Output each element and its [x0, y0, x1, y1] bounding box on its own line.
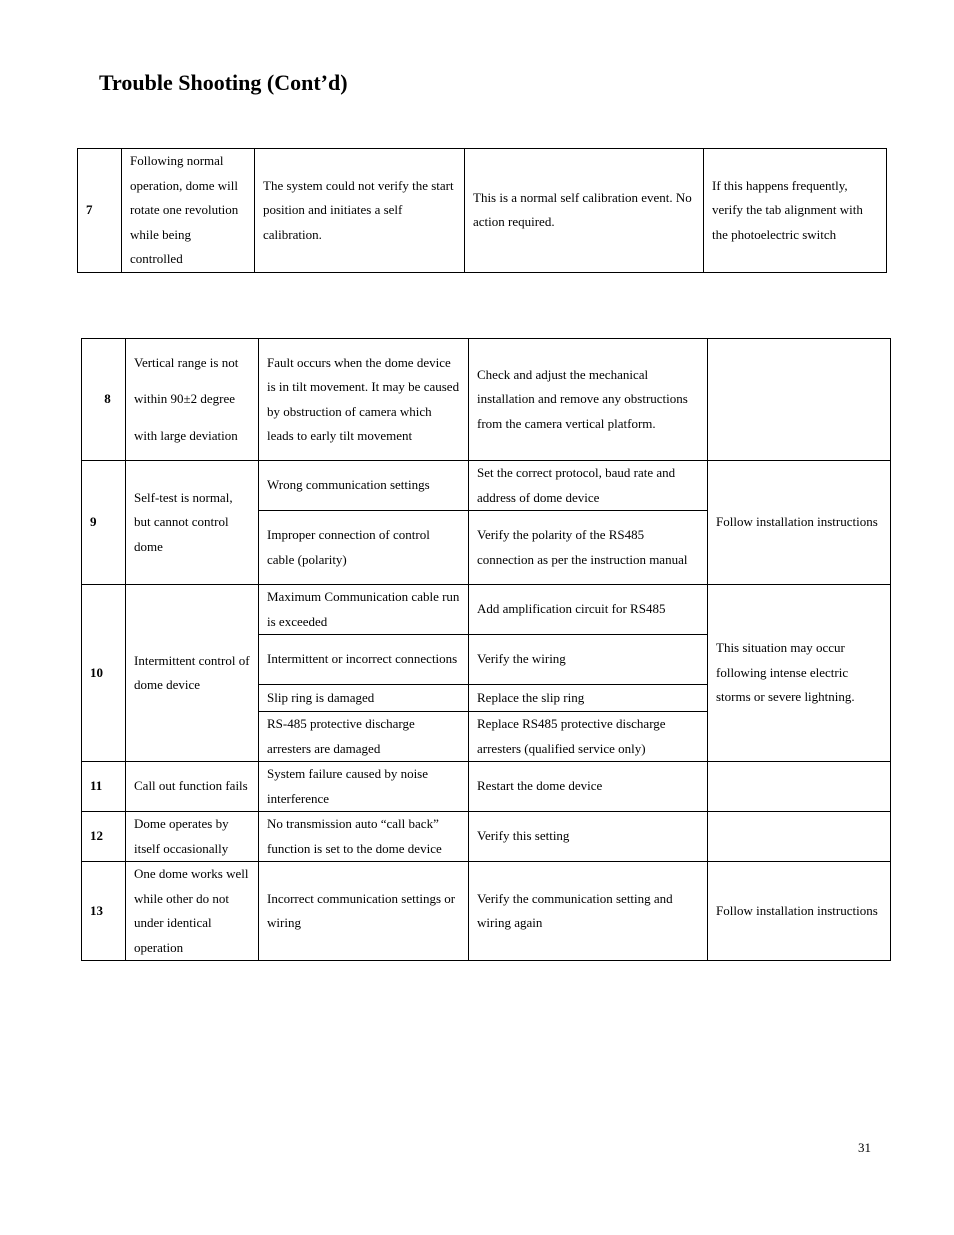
row-number: 9 [82, 461, 126, 585]
page-title: Trouble Shooting (Cont’d) [99, 70, 348, 95]
solution-cell: Restart the dome device [469, 762, 708, 812]
note-cell: Follow installation instructions [708, 461, 891, 585]
problem-cell: Vertical range is not within 90±2 degree with large deviation [126, 339, 259, 461]
troubleshooting-table-top [77, 148, 887, 273]
cause-cell: System failure caused by noise interference [259, 762, 469, 812]
table-row [78, 149, 887, 273]
problem-cell: Call out function fails [126, 762, 259, 812]
note-cell: If this happens frequently, verify the tab alignment with the photoelectric switch [704, 149, 887, 273]
problem-cell: One dome works well while other do not under identical operation [126, 862, 259, 961]
note-cell [708, 762, 891, 812]
solution-cell: Replace the slip ring [469, 685, 708, 712]
cause-cell: Intermittent or incorrect connections [259, 635, 469, 685]
page-number: 31 [858, 1140, 871, 1155]
solution-cell: Verify the communication setting and wiring again [469, 862, 708, 961]
row-number: 7 [78, 149, 122, 273]
table-row [82, 339, 891, 461]
solution-cell: Check and adjust the mechanical installation and remove any obstructions from the camera vertical platform. [469, 339, 708, 461]
cause-cell: Wrong communication settings [259, 461, 469, 511]
problem-cell: Dome operates by itself occasionally [126, 812, 259, 862]
troubleshooting-table-main [81, 338, 891, 961]
table-row [82, 862, 891, 961]
row-number: 11 [82, 762, 126, 812]
cause-cell: The system could not verify the start position and initiates a self calibration. [255, 149, 465, 273]
table-row [82, 812, 891, 862]
solution-cell: Set the correct protocol, baud rate and address of dome device [469, 461, 708, 511]
problem-cell: Self-test is normal, but cannot control dome [126, 461, 259, 585]
row-number: 10 [82, 585, 126, 762]
cause-cell: Improper connection of control cable (polarity) [259, 511, 469, 585]
solution-cell: This is a normal self calibration event. No action required. [465, 149, 704, 273]
note-cell: This situation may occur following intense electric storms or severe lightning. [708, 585, 891, 762]
cause-cell: Maximum Communication cable run is exceeded [259, 585, 469, 635]
problem-cell: Following normal operation, dome will rotate one revolution while being controlled [122, 149, 255, 273]
table-row [82, 461, 891, 511]
problem-cell: Intermittent control of dome device [126, 585, 259, 762]
row-number: 8 [82, 339, 126, 461]
solution-cell: Replace RS485 protective discharge arresters (qualified service only) [469, 712, 708, 762]
solution-cell: Add amplification circuit for RS485 [469, 585, 708, 635]
row-number: 13 [82, 862, 126, 961]
cause-cell: Fault occurs when the dome device is in tilt movement. It may be caused by obstruction of camera which leads to early tilt movement [259, 339, 469, 461]
row-number: 12 [82, 812, 126, 862]
solution-cell: Verify the wiring [469, 635, 708, 685]
table-row [82, 762, 891, 812]
cause-cell: Incorrect communication settings or wiring [259, 862, 469, 961]
note-cell: Follow installation instructions [708, 862, 891, 961]
cause-cell: RS-485 protective discharge arresters are damaged [259, 712, 469, 762]
cause-cell: No transmission auto “call back” function is set to the dome device [259, 812, 469, 862]
note-cell [708, 812, 891, 862]
cause-cell: Slip ring is damaged [259, 685, 469, 712]
table-row [82, 585, 891, 635]
solution-cell: Verify the polarity of the RS485 connection as per the instruction manual [469, 511, 708, 585]
note-cell [708, 339, 891, 461]
solution-cell: Verify this setting [469, 812, 708, 862]
